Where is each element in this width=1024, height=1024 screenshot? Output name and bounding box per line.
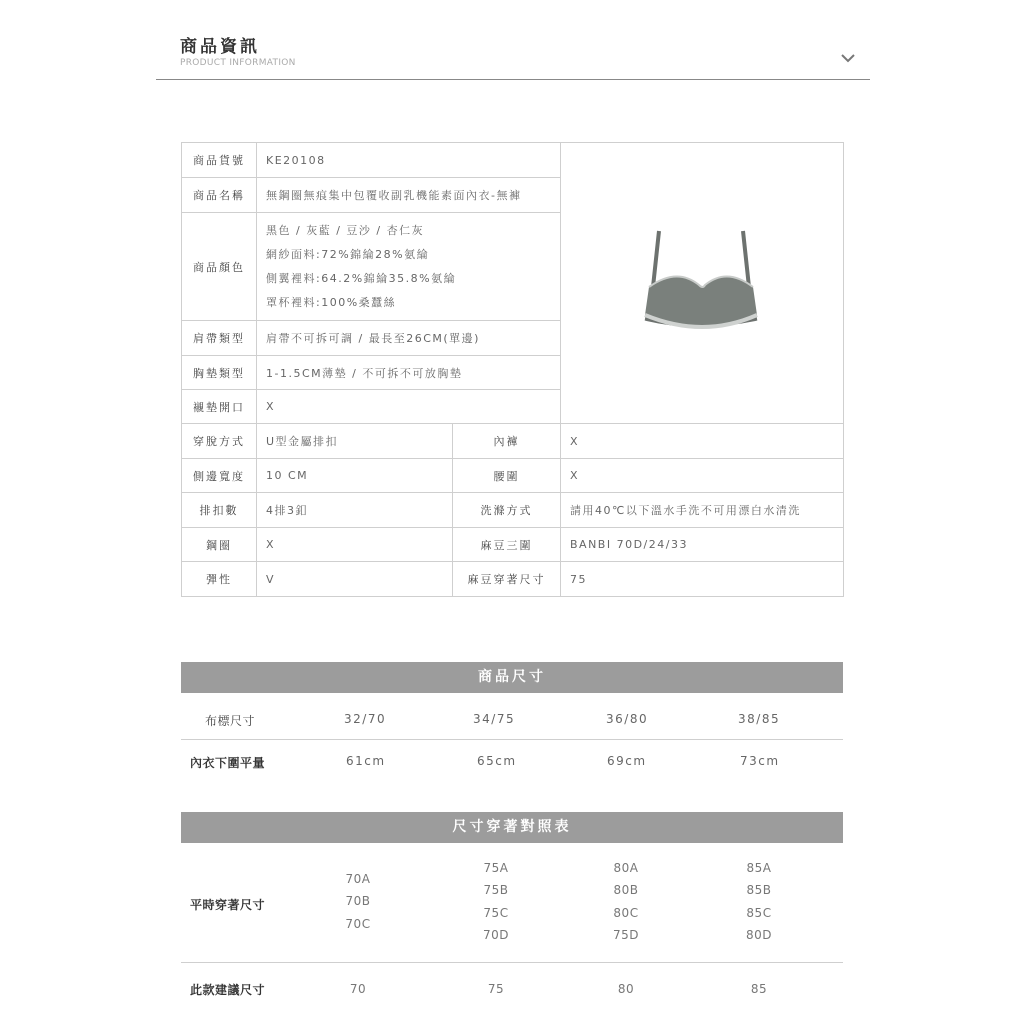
wear-value: U型金屬排扣 [257, 424, 453, 459]
usual-size: 80C [613, 906, 639, 920]
product-bra-image [637, 227, 767, 337]
color-line: 黑色 / 灰藍 / 豆沙 / 杏仁灰 [266, 223, 425, 237]
table-row [182, 562, 844, 597]
size-col: 38/85 [738, 712, 781, 726]
usual-size: 85B [746, 883, 772, 897]
usual-size: 70D [482, 928, 509, 942]
waist-label: 腰圍 [453, 459, 561, 493]
fabric-line: 網紗面料:72%錦綸28%氨綸 [266, 247, 430, 261]
suggested-size: 85 [750, 982, 768, 996]
size-col: 34/75 [473, 712, 516, 726]
underband-value: 65cm [477, 754, 517, 768]
usual-size: 75B [483, 883, 509, 897]
underband-label: 內衣下圍平量 [190, 756, 266, 770]
underband-value: 69cm [607, 754, 647, 768]
size-col: 36/80 [606, 712, 649, 726]
usual-size: 85C [746, 906, 772, 920]
usual-size: 80D [745, 928, 772, 942]
name-label: 商品名稱 [182, 178, 257, 213]
side-label: 側邊寬度 [182, 459, 257, 493]
fit-table-title: 尺寸穿著對照表 [181, 812, 843, 843]
size-col: 32/70 [344, 712, 387, 726]
divider [181, 739, 843, 740]
table-row [182, 528, 844, 562]
usual-size-label: 平時穿著尺寸 [190, 898, 266, 912]
pad-opening-value: X [257, 390, 561, 424]
usual-size: 70B [345, 894, 371, 908]
suggested-size: 80 [617, 982, 635, 996]
side-value: 10 CM [257, 459, 453, 493]
usual-size: 70A [345, 872, 371, 886]
usual-size: 80A [613, 861, 639, 875]
usual-size: 75C [483, 906, 509, 920]
size-table-title: 商品尺寸 [181, 662, 843, 693]
section-subtitle: PRODUCT INFORMATION [180, 58, 296, 68]
product-image-cell [561, 143, 844, 424]
product-info-table [181, 142, 844, 597]
color-value [257, 213, 561, 321]
suggested-size: 75 [487, 982, 505, 996]
wire-value: X [257, 528, 453, 562]
waist-value: X [561, 459, 844, 493]
hook-value: 4排3釦 [257, 493, 453, 528]
suggested-size-label: 此款建議尺寸 [190, 983, 266, 997]
chevron-down-icon[interactable] [840, 52, 856, 64]
strap-label: 肩帶類型 [182, 321, 257, 356]
suggested-size: 70 [349, 982, 367, 996]
underband-value: 61cm [346, 754, 386, 768]
underband-value: 73cm [740, 754, 780, 768]
model-measurements-label: 麻豆三圍 [453, 528, 561, 562]
side-lining-line: 側翼裡料:64.2%錦綸35.8%氨綸 [266, 271, 457, 285]
usual-size: 80B [613, 883, 639, 897]
model-measurements-value: BANBI 70D/24/33 [561, 528, 844, 562]
cup-lining-line: 罩杯裡料:100%桑蠶絲 [266, 295, 397, 309]
usual-size: 70C [345, 917, 371, 931]
pad-label: 胸墊類型 [182, 356, 257, 390]
model-size-value: 75 [561, 562, 844, 597]
divider [181, 962, 843, 963]
size-header-label: 布標尺寸 [205, 714, 256, 728]
pad-value: 1-1.5CM薄墊 / 不可拆不可放胸墊 [257, 356, 561, 390]
table-row [182, 143, 844, 178]
section-header [156, 30, 870, 80]
color-label: 商品顏色 [182, 213, 257, 321]
wear-label: 穿脫方式 [182, 424, 257, 459]
underwear-label: 內褲 [453, 424, 561, 459]
usual-size: 75A [483, 861, 509, 875]
table-row [182, 493, 844, 528]
underwear-value: X [561, 424, 844, 459]
strap-value: 肩帶不可拆可調 / 最長至26CM(單邊) [257, 321, 561, 356]
model-size-label: 麻豆穿著尺寸 [453, 562, 561, 597]
wash-value: 請用40℃以下溫水手洗不可用漂白水清洗 [561, 493, 844, 528]
hook-label: 排扣數 [182, 493, 257, 528]
usual-size: 75D [612, 928, 639, 942]
pad-opening-label: 襯墊開口 [182, 390, 257, 424]
section-title: 商品資訊 [180, 37, 260, 57]
name-value: 無鋼圈無痕集中包覆收副乳機能素面內衣-無褲 [257, 178, 561, 213]
usual-size: 85A [746, 861, 772, 875]
wire-label: 鋼圈 [182, 528, 257, 562]
table-row [182, 424, 844, 459]
item-no-value: KE20108 [257, 143, 561, 178]
wash-label: 洗滌方式 [453, 493, 561, 528]
table-row [182, 459, 844, 493]
item-no-label: 商品貨號 [182, 143, 257, 178]
elastic-label: 彈性 [182, 562, 257, 597]
elastic-value: V [257, 562, 453, 597]
